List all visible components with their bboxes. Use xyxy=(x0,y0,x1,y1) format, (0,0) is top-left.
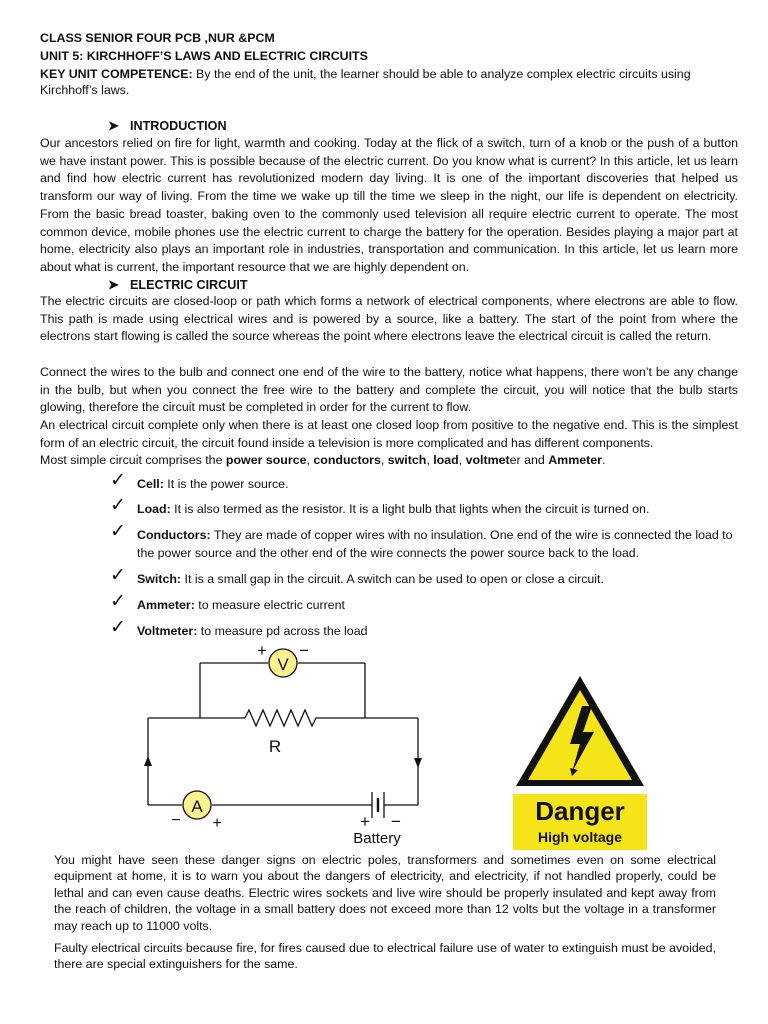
list-item-load: ✓ Load: It is also termed as the resistor. It is a light bulb that lights when the circuit is turned on. xyxy=(110,494,650,516)
checkmark-icon: ✓ xyxy=(110,494,126,516)
list-item-conductors: ✓ Conductors: They are made of copper wires with no insulation. One end of the wire is connected the load to the power source and the other end of the wire connects the power source back to the load. xyxy=(110,520,733,560)
battery-plus: + xyxy=(360,812,370,831)
competence-label: KEY UNIT COMPETENCE: xyxy=(40,67,193,81)
resistor-label: R xyxy=(268,737,282,756)
current-arrow-up-icon xyxy=(144,756,152,766)
danger-title: Danger xyxy=(535,796,625,826)
ammeter-minus: − xyxy=(171,812,181,829)
unit-title: UNIT 5: KIRCHHOFF’S LAWS AND ELECTRIC CIRCUITS xyxy=(40,49,368,63)
voltmeter-plus: + xyxy=(257,641,267,660)
competence-text-2: Kirchhoff’s laws. xyxy=(40,83,130,97)
circuit-paragraph-4: Most simple circuit comprises the power source, conductors, switch, load, voltmeter and Ammeter. xyxy=(40,453,606,467)
list-item-cell: ✓ Cell: It is the power source. xyxy=(110,469,289,491)
circuit-paragraph-3: An electrical circuit complete only when there is at least one closed loop from positive to the negative end. This is the simplest form of an electric circuit, the circuit found inside a television is more complicated and has different components. xyxy=(40,418,738,450)
electric-circuit-heading xyxy=(108,277,248,293)
checkmark-icon: ✓ xyxy=(110,520,126,542)
class-line: CLASS SENIOR FOUR PCB ,NUR &PCM xyxy=(40,31,275,45)
checkmark-icon: ✓ xyxy=(110,616,126,638)
arrowhead-bullet-icon: ➤ xyxy=(108,118,119,133)
competence xyxy=(40,66,740,82)
introduction-heading xyxy=(108,118,227,134)
ammeter-plus: + xyxy=(212,815,222,832)
closing-paragraph-2: Faulty electrical circuits because fire, for fires caused due to electrical failure use of water to extinguish must be avoided, there are special extinguishers for the same. xyxy=(54,941,716,972)
voltmeter-minus: − xyxy=(299,641,309,660)
circuit-paragraph-2: Connect the wires to the bulb and connect one end of the wire to the battery, notice what happens, there won’t be any change in the bulb, but when you connect the free wire to the battery and complete the circuit, you will notice that the bulb starts glowing, therefore the circuit must be completed in order for the current to flow. xyxy=(40,365,738,415)
list-item-ammeter: ✓ Ammeter: to measure electric current xyxy=(110,590,345,612)
introduction-heading-text: INTRODUCTION xyxy=(130,119,227,133)
circuit-paragraph-1: The electric circuits are closed-loop or path which forms a network of electrical components, where electrons are able to flow. This path is made using electrical wires and is powered by a source, like a battery. The start of the point from where the electrons start flowing is called the source whereas the point where electrons leave the electrical circuit is called the return. xyxy=(40,294,738,344)
checkmark-icon: ✓ xyxy=(110,590,126,612)
battery-minus: − xyxy=(391,812,401,831)
danger-sign xyxy=(510,670,650,852)
battery-label: Battery xyxy=(353,830,401,847)
electric-circuit-heading-text: ELECTRIC CIRCUIT xyxy=(130,278,248,292)
competence-text: By the end of the unit, the learner should be able to analyze complex electric circuits using xyxy=(192,67,691,81)
list-item-voltmeter: ✓ Voltmeter: to measure pd across the load xyxy=(110,616,368,638)
danger-subtitle: High voltage xyxy=(537,829,623,845)
battery-symbol xyxy=(372,792,384,818)
arrowhead-bullet-icon: ➤ xyxy=(108,277,119,292)
closing-paragraph-1: You might have seen these danger signs on electric poles, transformers and sometimes even on some electrical equipment at home, it is to warn you about the dangers of electricity, and electricity, if not handled properly, could be lethal and can even cause deaths. Electric wires sockets and live wire should be properly insulated and kept away from the reach of children, the voltage in a small battery does not exceed more than 12 volts but the voltage in a transformer may reach up to 11000 volts. xyxy=(54,853,716,933)
introduction-paragraph: Our ancestors relied on fire for light, warmth and cooking. Today at the flick of a switch, turn of a knob or the push of a button we have instant power. This is possible because of the electric current. Do you know what is current? In this article, let us learn and find how electric current has revolutionized modern day living. It is one of the important discoveries that helped us transform our way of living. From the time we wake up till the time we sleep in the night, our life is dependent on electricity. From the basic bread toaster, baking oven to the commonly used television all require electric current to operate. The most common device, mobile phones use the electric current to charge the battery for the operation. Besides playing a major part at home, electricity also plays an important role in industries, transportation and communication. In this article, let us learn more about what is current, the important resource that we are highly dependent on. xyxy=(40,136,738,274)
circuit-wires xyxy=(148,663,418,805)
list-item-switch: ✓ Switch: It is a small gap in the circuit. A switch can be used to open or close a circuit. xyxy=(110,564,604,586)
ammeter-letter: A xyxy=(191,797,203,816)
resistor-symbol xyxy=(245,710,320,726)
checkmark-icon: ✓ xyxy=(110,564,126,586)
checkmark-icon: ✓ xyxy=(110,469,126,491)
voltmeter-letter: V xyxy=(277,655,289,674)
circuit-diagram xyxy=(130,640,450,850)
current-arrow-down-icon xyxy=(414,758,422,768)
